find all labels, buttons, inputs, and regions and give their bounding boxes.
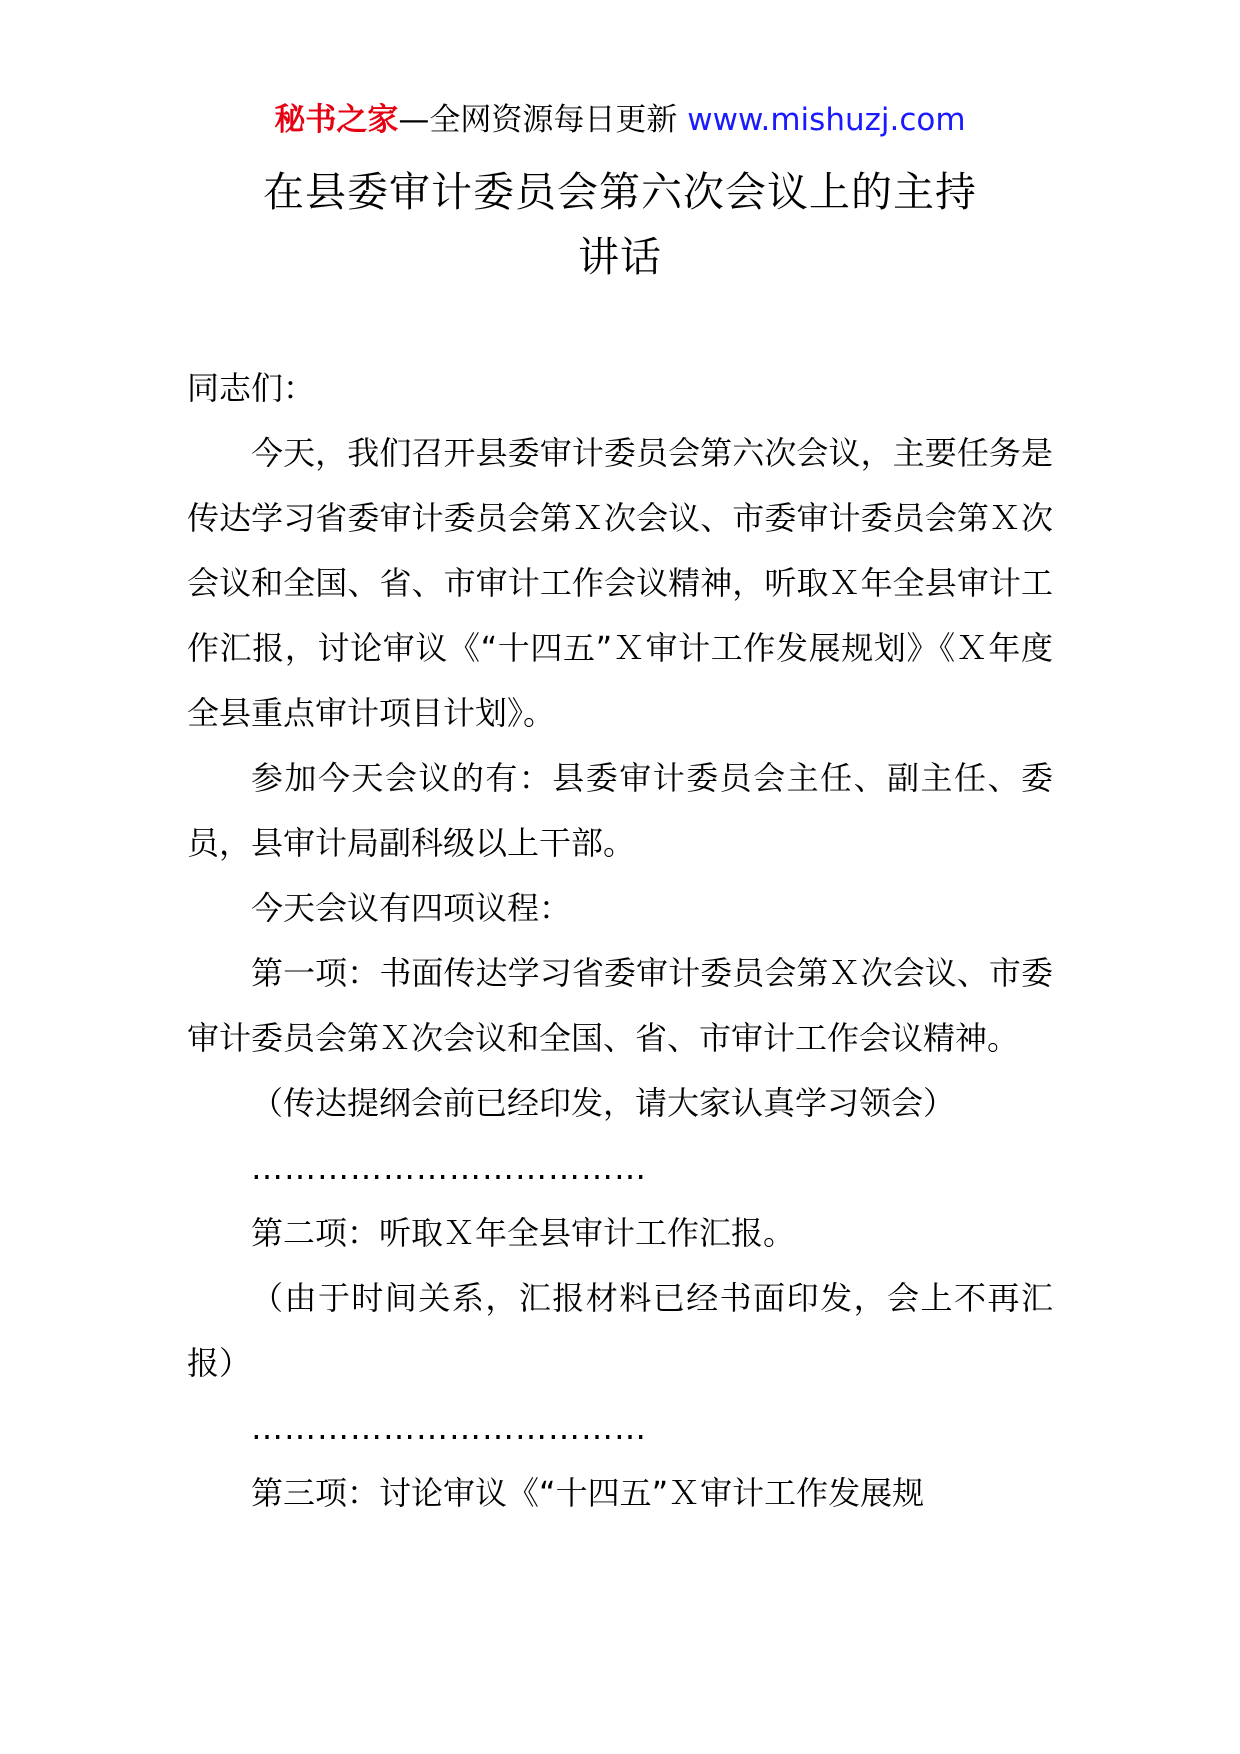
title-line-2: 讲话 xyxy=(578,233,662,281)
agenda-item-2: 第二项：听取Ｘ年全县审计工作汇报。 xyxy=(251,1214,796,1252)
agenda-note-1: （传达提纲会前已经印发，请大家认真学习领会） xyxy=(251,1084,956,1122)
paragraph-agenda: 今天会议有四项议程： xyxy=(251,889,572,927)
site-header xyxy=(0,100,1240,140)
title-line-1: 在县委审计委员会第六次会议上的主持 xyxy=(263,168,977,216)
ellipsis-divider-1: ……………………………… xyxy=(251,1149,647,1187)
paragraph-attendees: 参加今天会议的有：县委审计委员会主任、副主任、委员，县审计局副科级以上干部。 xyxy=(187,759,1053,862)
agenda-note-2: （由于时间关系，汇报材料已经书面印发，会上不再汇报） xyxy=(187,1279,1053,1382)
agenda-item-1: 第一项：书面传达学习省委审计委员会第Ｘ次会议、市委审计委员会第Ｘ次会议和全国、省、市审计工作会议精神。 xyxy=(187,954,1053,1057)
paragraph-intro: 今天，我们召开县委审计委员会第六次会议，主要任务是传达学习省委审计委员会第Ｘ次会议、市委审计委员会第Ｘ次会议和全国、省、市审计工作会议精神，听取Ｘ年全县审计工作汇报，讨论审议《“十四五”Ｘ审计工作发展规划》《Ｘ年度全县重点审计项目计划》。 xyxy=(187,434,1053,732)
header-tagline: —全网资源每日更新 xyxy=(398,102,678,138)
page-title xyxy=(150,160,1090,290)
agenda-item-3: 第三项：讨论审议《“十四五”Ｘ审计工作发展规 xyxy=(251,1474,925,1512)
document-body xyxy=(187,356,1053,1526)
brand-name: 秘书之家 xyxy=(274,102,399,138)
salutation: 同志们： xyxy=(187,369,316,407)
ellipsis-divider-2: ……………………………… xyxy=(251,1409,647,1447)
site-url[interactable]: www.mishuzj.com xyxy=(687,102,966,138)
